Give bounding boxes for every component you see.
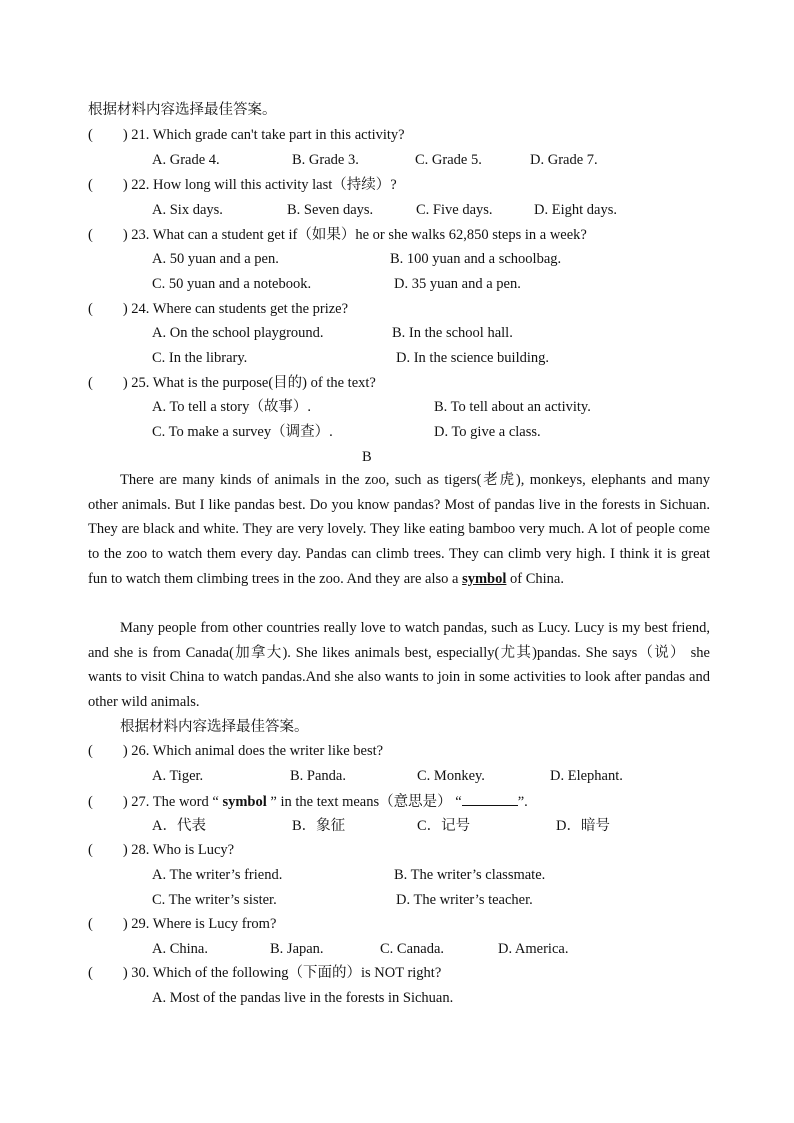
q21-option-d: D. Grade 7. — [530, 152, 598, 168]
q25-option-b: B. To tell about an activity. — [434, 399, 591, 415]
section-heading-b: B — [362, 449, 372, 465]
q23-option-c: C. 50 yuan and a notebook. — [152, 276, 312, 292]
q27-option-c: C．记号 — [417, 818, 471, 834]
q25-option-d: D. To give a class. — [434, 424, 541, 440]
q29-option-d: D. America. — [498, 941, 569, 957]
passage-paragraph-2: Many people from other countries really love to watch pandas, such as Lucy. Lucy is my best friend, and she is from Canada(加拿大). She likes animals best, especially(尤其)pandas. She says（说） she wants to visit China to watch pandas.And she also wants to join in some activities to look after pandas and other wild animals. — [88, 620, 710, 711]
question-27: ( ) 27. The word “ symbol ” in the text means（意思是） “ ”. — [88, 791, 528, 812]
q28-option-b: B. The writer’s classmate. — [394, 867, 546, 883]
question-28-text: ) 28. Who is Lucy? — [122, 842, 235, 858]
q29-option-a: A. China. — [152, 941, 208, 957]
q28-option-d: D. The writer’s teacher. — [396, 892, 533, 908]
q23-option-b: B. 100 yuan and a schoolbag. — [390, 251, 562, 267]
question-27-text-mid: ” in the text means（意思是） “ — [266, 794, 462, 810]
q23-option-d: D. 35 yuan and a pen. — [394, 276, 521, 292]
q24-option-b: B. In the school hall. — [392, 325, 513, 341]
q28-option-c: C. The writer’s sister. — [152, 892, 277, 908]
passage-paragraph-1-start: There are many kinds of animals in the zoo, such as tigers(老虎), monkeys, elephants and many other animals. But I like pandas best. Do you know pandas? Most of pandas live in the forests in Sichuan. They are black and white. They are very lovely. They like eating bamboo very much. A lot of people come to the zoo to watch them every day. Pandas can climb trees. They can climb very high. I think it is great fun to watch them climbing trees in the zoo. And they are also a — [88, 472, 710, 587]
question-30-text: ) 30. Which of the following（下面的）is NOT right? — [122, 965, 442, 981]
q21-option-a: A. Grade 4. — [152, 152, 220, 168]
q24-option-d: D. In the science building. — [396, 350, 550, 366]
q22-option-c: C. Five days. — [416, 202, 493, 218]
question-21-text: ) 21. Which grade can't take part in this activity? — [122, 127, 405, 143]
question-22-text: ) 22. How long will this activity last（持续）? — [122, 177, 397, 193]
question-22: ( ) 22. How long will this activity last（持续）? — [88, 177, 397, 193]
q23-option-a: A. 50 yuan and a pen. — [152, 251, 279, 267]
answer-blank — [462, 791, 518, 806]
question-25: ( ) 25. What is the purpose(目的) of the text? — [88, 375, 376, 391]
q26-option-c: C. Monkey. — [417, 768, 485, 784]
q27-option-b: B．象征 — [292, 818, 346, 834]
q21-option-b: B. Grade 3. — [292, 152, 359, 168]
q21-option-c: C. Grade 5. — [415, 152, 482, 168]
question-25-text: ) 25. What is the purpose(目的) of the text? — [122, 375, 376, 391]
question-27-text-end: ”. — [517, 794, 528, 810]
question-21: ( ) 21. Which grade can't take part in this activity? — [88, 127, 405, 143]
q24-option-c: C. In the library. — [152, 350, 248, 366]
passage-paragraph-1-end: of China. — [506, 570, 564, 587]
q27-option-d: D．暗号 — [556, 818, 610, 834]
q26-option-d: D. Elephant. — [550, 768, 623, 784]
question-26-text: ) 26. Which animal does the writer like best? — [122, 743, 384, 759]
question-24-text: ) 24. Where can students get the prize? — [122, 301, 349, 317]
q29-option-c: C. Canada. — [380, 941, 445, 957]
question-29-text: ) 29. Where is Lucy from? — [122, 916, 277, 932]
q30-option-a: A. Most of the pandas live in the forests in Sichuan. — [152, 990, 454, 1006]
q22-option-d: D. Eight days. — [534, 202, 617, 218]
q22-option-b: B. Seven days. — [287, 202, 374, 218]
instruction: 根据材料内容选择最佳答案。 — [88, 102, 277, 118]
q22-option-a: A. Six days. — [152, 202, 223, 218]
question-26: ( ) 26. Which animal does the writer like best? — [88, 743, 384, 759]
question-28: ( ) 28. Who is Lucy? — [88, 842, 235, 858]
q25-option-a: A. To tell a story（故事）. — [152, 399, 312, 415]
question-23-text: ) 23. What can a student get if（如果）he or she walks 62,850 steps in a week? — [122, 227, 587, 243]
passage-paragraph-1 — [88, 468, 710, 592]
question-24: ( ) 24. Where can students get the prize? — [88, 301, 349, 317]
symbol-word: symbol — [462, 570, 507, 587]
q27-option-a: A．代表 — [152, 818, 206, 834]
q29-option-b: B. Japan. — [270, 941, 324, 957]
q24-option-a: A. On the school playground. — [152, 325, 324, 341]
question-29: ( ) 29. Where is Lucy from? — [88, 916, 277, 932]
q26-option-b: B. Panda. — [290, 768, 346, 784]
question-27-text-start: ) 27. The word “ — [122, 794, 223, 810]
q25-option-c: C. To make a survey（调查）. — [152, 424, 333, 440]
instruction-2: 根据材料内容选择最佳答案。 — [120, 719, 309, 735]
q28-option-a: A. The writer’s friend. — [152, 867, 283, 883]
q26-option-a: A. Tiger. — [152, 768, 204, 784]
question-23: ( ) 23. What can a student get if（如果）he or she walks 62,850 steps in a week? — [88, 227, 587, 243]
question-27-word: symbol — [222, 794, 267, 810]
question-30: ( ) 30. Which of the following（下面的）is NOT right? — [88, 965, 442, 981]
